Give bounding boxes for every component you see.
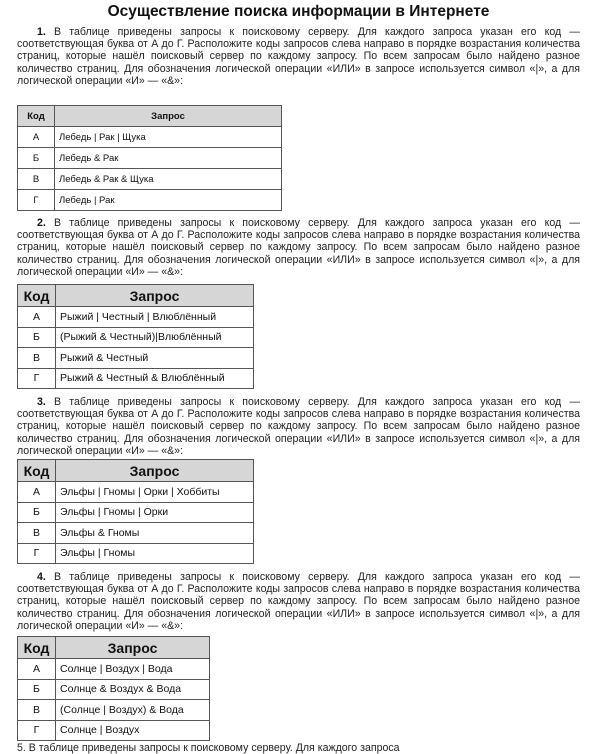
row-code: В [18,523,56,544]
table-header-row [18,285,254,307]
task-1-statement: В таблице приведены запросы к поисковому серверу. Для каждого запроса указан его код — соответствующая буква от А до Г. Расположите коды запросов слева направо в порядке возрастания количества страниц, которые нашёл поисковый сервер по каждому запросу. По всем запросам было найдено разное количество страниц. Для обозначения логической операции «ИЛИ» в запросе используется символ «|», а для логической операции «И» — «&»: [17,26,580,87]
task-4-table [17,636,210,741]
task-2-text [17,217,580,278]
row-query: Эльфы | Гномы | Орки [56,502,254,523]
row-query: (Рыжий & Честный)|Влюблённый [56,327,254,348]
row-query: Рыжий | Честный | Влюблённый [56,307,254,328]
row-query: (Солнце | Воздух) & Вода [56,700,210,721]
table-row [18,190,282,211]
table-row [18,720,210,741]
task-4-text [17,571,580,632]
row-code: А [18,127,55,148]
table-row [18,523,254,544]
row-query: Эльфы | Гномы | Орки | Хоббиты [56,482,254,503]
table-header-row [18,106,282,127]
table-row [18,700,210,721]
table-row [18,679,210,700]
table-row [18,348,254,369]
task-1-number: 1. [37,26,46,38]
table-row [18,502,254,523]
table-row [18,307,254,328]
task-4-statement: В таблице приведены запросы к поисковому серверу. Для каждого запроса указан его код — соответствующая буква от А до Г. Расположите коды запросов слева направо в порядке возрастания количества страниц, которые нашёл поисковый сервер по каждому запросу. По всем запросам было найдено разное количество страниц. Для обозначения логической операции «ИЛИ» в запросе используется символ «|», а для логической операции «И» — «&»: [17,571,580,632]
table-row [18,148,282,169]
row-query: Солнце | Воздух | Вода [56,659,210,680]
task-3-table [17,459,254,564]
row-query: Солнце & Воздух & Вода [56,679,210,700]
header-code: Код [18,460,56,482]
task-4-number: 4. [37,571,46,583]
row-query: Эльфы | Гномы [56,543,254,564]
row-query: Рыжий & Честный [56,348,254,369]
table-row [18,482,254,503]
task-5-cut-line: 5. В таблице приведены запросы к поисковому серверу. Для каждого запроса [17,742,400,754]
row-code: Б [18,502,56,523]
row-query: Рыжий & Честный & Влюблённый [56,368,254,389]
page-title: Осуществление поиска информации в Интернете [107,3,490,20]
header-code: Код [18,106,55,127]
task-2-statement: В таблице приведены запросы к поисковому серверу. Для каждого запроса указан его код — соответствующая буква от А до Г. Расположите коды запросов слева направо в порядке возрастания количества страниц, которые нашёл поисковый сервер по каждому запросу. По всем запросам было найдено разное количество страниц. Для обозначения логической операции «ИЛИ» в запросе используется символ «|», а для логической операции «И» — «&»: [17,217,580,278]
row-query: Лебедь & Рак & Щука [55,169,282,190]
task-2-table [17,284,254,389]
table-row [18,659,210,680]
row-code: Б [18,148,55,169]
header-query: Запрос [56,637,210,659]
row-code: В [18,348,56,369]
task-1-text [17,26,580,87]
table-header-row [18,637,210,659]
row-query: Эльфы & Гномы [56,523,254,544]
row-code: В [18,700,56,721]
row-code: В [18,169,55,190]
task-3-statement: В таблице приведены запросы к поисковому серверу. Для каждого запроса указан его код — соответствующая буква от А до Г. Расположите коды запросов слева направо в порядке возрастания количества страниц, которые нашёл поисковый сервер по каждому запросу. По всем запросам было найдено разное количество страниц. Для обозначения логической операции «ИЛИ» в запросе используется символ «|», а для логической операции «И» — «&»: [17,396,580,457]
row-code: А [18,482,56,503]
row-code: А [18,659,56,680]
header-query: Запрос [56,285,254,307]
table-header-row [18,460,254,482]
row-code: Б [18,327,56,348]
row-query: Лебедь | Рак [55,190,282,211]
row-code: Г [18,543,56,564]
task-3-text [17,396,580,457]
row-code: Г [18,190,55,211]
table-row [18,543,254,564]
header-query: Запрос [55,106,282,127]
table-row [18,127,282,148]
row-code: Г [18,720,56,741]
header-query: Запрос [56,460,254,482]
row-query: Лебедь | Рак | Щука [55,127,282,148]
row-code: Г [18,368,56,389]
task-1-table [17,105,282,211]
task-3-number: 3. [37,396,46,408]
table-row [18,169,282,190]
header-code: Код [18,285,56,307]
table-row [18,327,254,348]
row-code: А [18,307,56,328]
table-row [18,368,254,389]
row-code: Б [18,679,56,700]
row-query: Лебедь & Рак [55,148,282,169]
header-code: Код [18,637,56,659]
task-2-number: 2. [37,217,46,229]
row-query: Солнце | Воздух [56,720,210,741]
